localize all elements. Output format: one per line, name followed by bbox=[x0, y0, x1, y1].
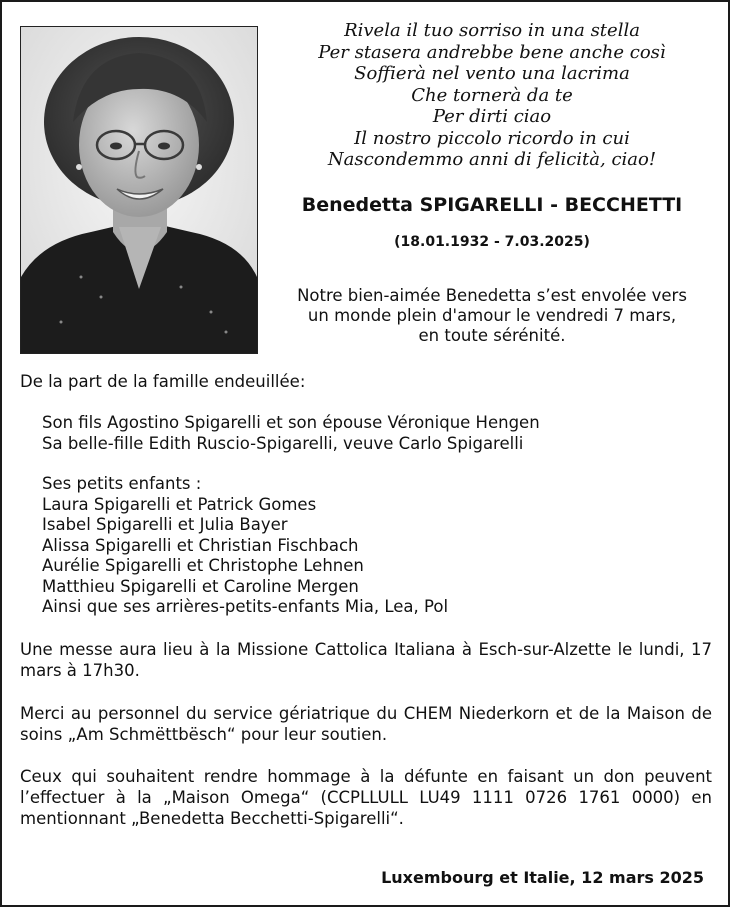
poem-line: Il nostro piccolo ricordo in cui bbox=[354, 127, 630, 149]
announcement-line: un monde plein d'amour le vendredi 7 mars, bbox=[307, 306, 677, 325]
family-intro: De la part de la famille endeuillée: bbox=[20, 372, 306, 391]
family-member: Isabel Spigarelli et Julia Bayer bbox=[42, 515, 288, 534]
poem-line: Per stasera andrebbe bene anche così bbox=[318, 41, 666, 63]
life-dates: (18.01.1932 - 7.03.2025) bbox=[394, 234, 590, 250]
mass-info: Une messe aura lieu à la Missione Cattolica Italiana à Esch-sur-Alzette le lundi, 17 mars à 17h30. bbox=[20, 640, 712, 680]
poem-line: Che tornerà da te bbox=[411, 84, 573, 106]
grandchildren-heading: Ses petits enfants : bbox=[42, 474, 202, 493]
donation-text: Ceux qui souhaitent rendre hommage à la défunte en faisant un don peuvent l’effectuer à la „Maison Omega“ (CCPLLULL LU49 1111 0726 1761 0000) en mentionnant „Benedetta Becchetti-Spigarelli“. bbox=[20, 767, 712, 828]
poem bbox=[272, 20, 712, 171]
family-member: Laura Spigarelli et Patrick Gomes bbox=[42, 494, 317, 514]
poem-line: Soffierà nel vento una lacrima bbox=[354, 63, 630, 84]
poem-line: Per dirti ciao bbox=[432, 106, 552, 127]
thanks-text: Merci au personnel du service gériatrique du CHEM Niederkorn et de la Maison de soins „Am Schmëttbësch“ pour leur soutien. bbox=[20, 704, 712, 744]
place-and-date: Luxembourg et Italie, 12 mars 2025 bbox=[381, 868, 704, 887]
poem-line: Rivela il tuo sorriso in una stella bbox=[344, 20, 640, 41]
deceased-name: Benedetta SPIGARELLI - BECCHETTI bbox=[301, 194, 683, 216]
announcement bbox=[272, 286, 712, 346]
portrait-photo bbox=[20, 26, 258, 354]
family-member: Alissa Spigarelli et Christian Fischbach bbox=[42, 535, 359, 555]
spacer bbox=[42, 454, 712, 474]
family-member: Matthieu Spigarelli et Caroline Mergen bbox=[42, 576, 359, 596]
family-member: Aurélie Spigarelli et Christophe Lehnen bbox=[42, 556, 364, 575]
announcement-line: en toute sérénité. bbox=[418, 326, 566, 345]
family-member: Ainsi que ses arrières-petits-enfants Mia, Lea, Pol bbox=[42, 597, 449, 616]
family-member: Son fils Agostino Spigarelli et son épouse Véronique Hengen bbox=[42, 413, 540, 432]
announcement-line: Notre bien-aimée Benedetta s’est envolée vers bbox=[297, 286, 687, 305]
family-list bbox=[42, 413, 712, 618]
poem-line: Nascondemmo anni di felicità, ciao! bbox=[327, 149, 657, 170]
family-member: Sa belle-fille Edith Ruscio-Spigarelli, veuve Carlo Spigarelli bbox=[42, 433, 524, 453]
